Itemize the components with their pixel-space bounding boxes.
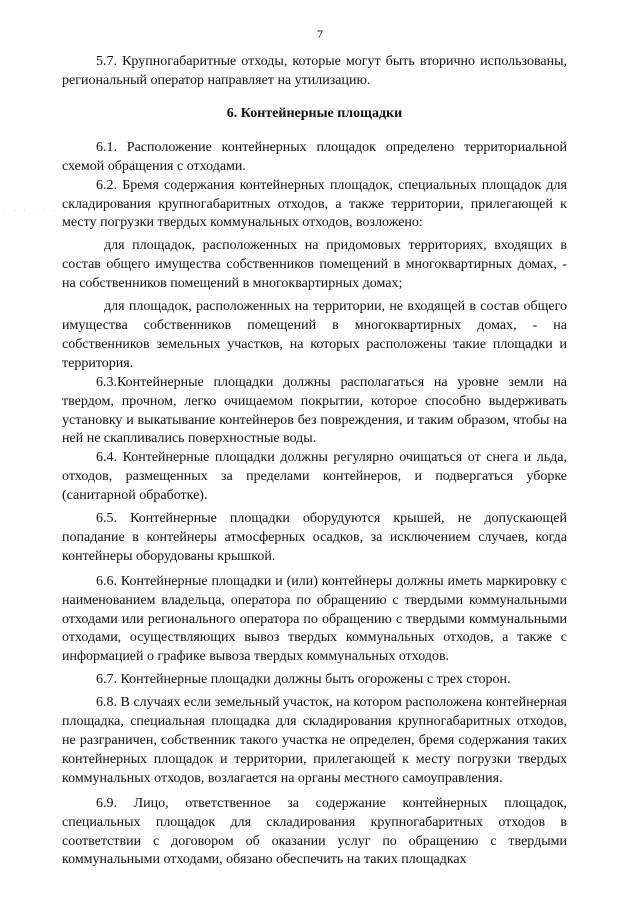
document-body — [62, 53, 567, 870]
paragraph-6-6: 6.6. Контейнерные площадки и (или) контейнеры должны иметь маркировку с наименованием владельца, оператора по обращению с твердыми коммунальными отходами или регионального оператора по обращению с твердыми коммунальными отходами, осуществляющих вывоз твердых коммунальных отходов, а также с информацией о графике вывоза твердых коммунальных отходов. — [62, 573, 567, 665]
paragraph-6-9: 6.9. Лицо, ответственное за содержание контейнерных площадок, специальных площадок для складирования крупногабаритных отходов в соответствии с договором об оказании услуг по обращению с твердыми коммунальными отходами, обязано обеспечить на таких площадках — [62, 795, 567, 868]
paragraph-6-4: 6.4. Контейнерные площадки должны регулярно очищаться от снега и льда, отходов, размещенных за пределами контейнеров, и подвергаться уборке (санитарной обработке). — [62, 450, 567, 504]
paragraph-6-1: 6.1. Расположение контейнерных площадок определено территориальной схемой обращения с отходами. — [62, 139, 567, 174]
paragraph-6-2-item-1: для площадок, расположенных на придомовых территориях, входящих в состав общего имущества собственников помещений в многоквартирных домах, - на собственников помещений в многоквартирных домах; — [62, 238, 567, 292]
paragraph-6-3: 6.3.Контейнерные площадки должны располагаться на уровне земли на твердом, прочном, легко очищаемом покрытии, которое способно выдерживать установку и выкатывание контейнеров без повреждения, и таким образом, чтобы на ней не скапливались поверхностные воды. — [62, 374, 567, 447]
paragraph-6-2: 6.2. Бремя содержания контейнерных площадок, специальных площадок для складирования крупногабаритных отходов, а также территории, прилегающей к месту погрузки твердых коммунальных отходов, возложено: — [62, 177, 567, 231]
margin-mark: . . . . . . . — [4, 206, 69, 213]
paragraph-5-7: 5.7. Крупногабаритные отходы, которые могут быть вторично использованы, региональный оператор направляет на утилизацию. — [62, 54, 567, 88]
paragraph-6-5: 6.5. Контейнерные площадки оборудуются крышей, не допускающей попадание в контейнеры атмосферных осадков, за исключением случаев, когда контейнеры оборудованы крышкой. — [62, 511, 567, 564]
section-title: 6. Контейнерные площадки — [226, 105, 403, 121]
page-number: 7 — [317, 27, 323, 41]
paragraph-6-8: 6.8. В случаях если земельный участок, на котором расположена контейнерная площадка, специальная площадка для складирования крупногабаритных отходов, не разграничен, собственник такого участка не определен, бремя содержания таких контейнерных площадок и территории, прилегающей к месту погрузки твердых коммунальных отходов, возлагается на органы местного самоуправления. — [62, 695, 567, 786]
paragraph-6-7: 6.7. Контейнерные площадки должны быть огорожены с трех сторон. — [96, 672, 511, 688]
paragraph-6-2-item-2: для площадок, расположенных на территории, не входящей в состав общего имущества собственников помещений в многоквартирных домах, - на собственников земельных участков, на которых расположены такие площадки и территория. — [62, 299, 567, 371]
